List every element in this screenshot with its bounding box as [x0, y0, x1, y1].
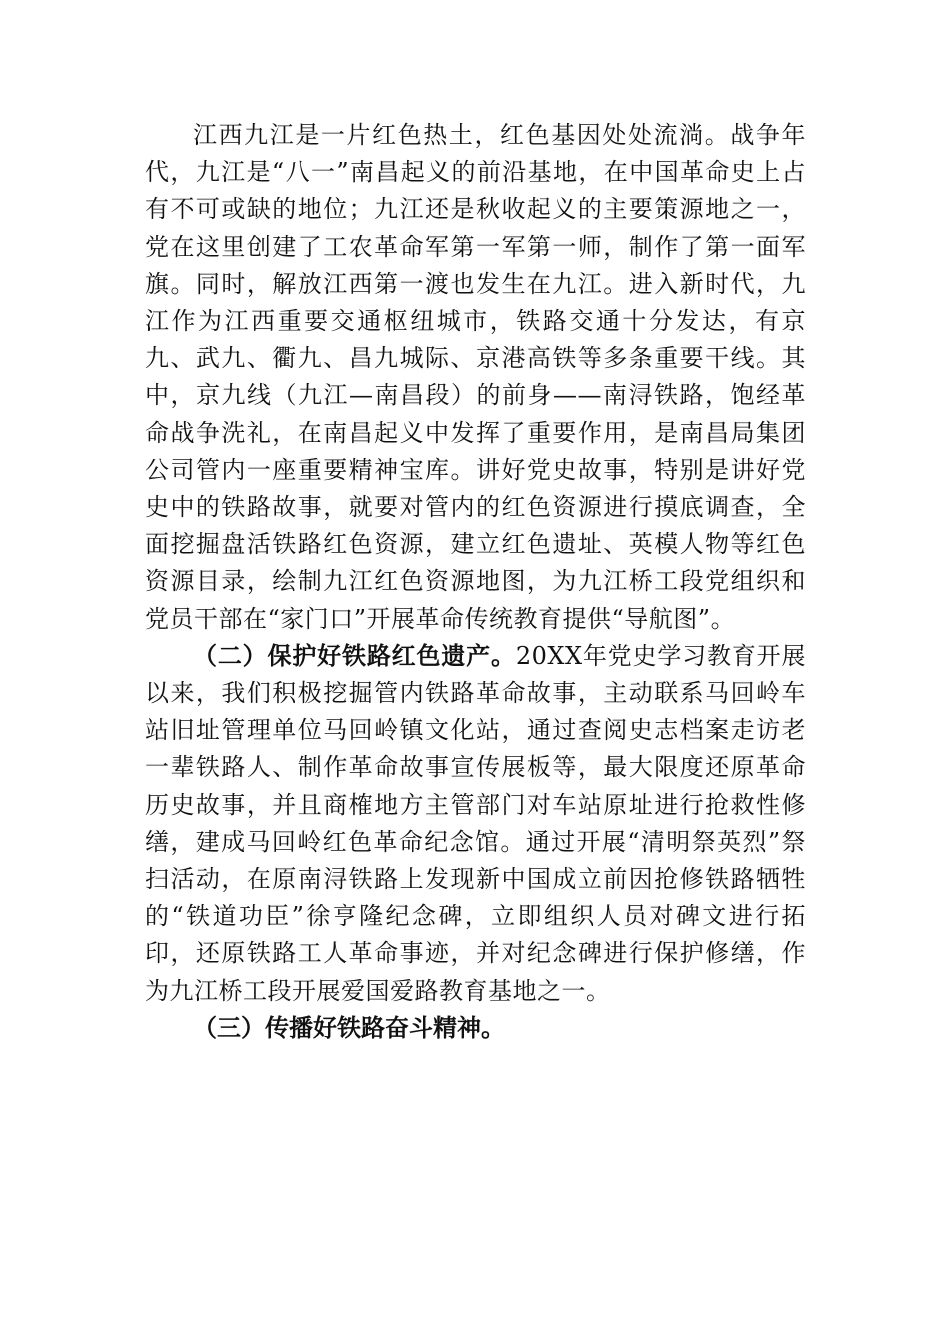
section-body-protect-heritage: 20XX年党史学习教育开展以来，我们积极挖掘管内铁路革命故事，主动联系马回岭车站旧址管理单位马回岭镇文化站，通过查阅史志档案走访老一辈铁路人、制作革命故事宣传展板等，最大限度还原革命历史故事，并且商榷地方主管部门对车站原址进行抢救性修缮，建成马回岭红色革命纪念馆。通过开展“清明祭英烈”祭扫活动，在原南浔铁路上发现新中国成立前因抢修铁路牺牲的“铁道功臣”徐亨隆纪念碑，立即组织人员对碑文进行拓印，还原铁路工人革命事迹，并对纪念碑进行保护修缮，作为九江桥工段开展爱国爱路教育基地之一。	[145, 641, 807, 1005]
paragraph-red-heritage-intro: 江西九江是一片红色热土，红色基因处处流淌。战争年代，九江是“八一”南昌起义的前沿基地，在中国革命史上占有不可或缺的地位；九江还是秋收起义的主要策源地之一，党在这里创建了工农革命军第一军第一师，制作了第一面军旗。同时，解放江西第一渡也发生在九江。进入新时代，九江作为江西重要交通枢纽城市，铁路交通十分发达，有京九、武九、衢九、昌九城际、京港高铁等多条重要干线。其中，京九线（九江—南昌段）的前身——南浔铁路，饱经革命战争洗礼，在南昌起义中发挥了重要作用，是南昌局集团公司管内一座重要精神宝库。讲好党史故事，特别是讲好党史中的铁路故事，就要对管内的红色资源进行摸底调查，全面挖掘盘活铁路红色资源，建立红色遗址、英模人物等红色资源目录，绘制九江红色资源地图，为九江桥工段党组织和党员干部在“家门口”开展革命传统教育提供“导航图”。	[145, 121, 806, 633]
document-body	[145, 117, 806, 1047]
section-heading-spread-spirit: （三）传播好铁路奋斗精神。	[193, 1013, 505, 1042]
section-protect-heritage	[145, 638, 806, 1010]
section-heading-protect-heritage: （二）保护好铁路红色遗产。	[193, 641, 516, 670]
